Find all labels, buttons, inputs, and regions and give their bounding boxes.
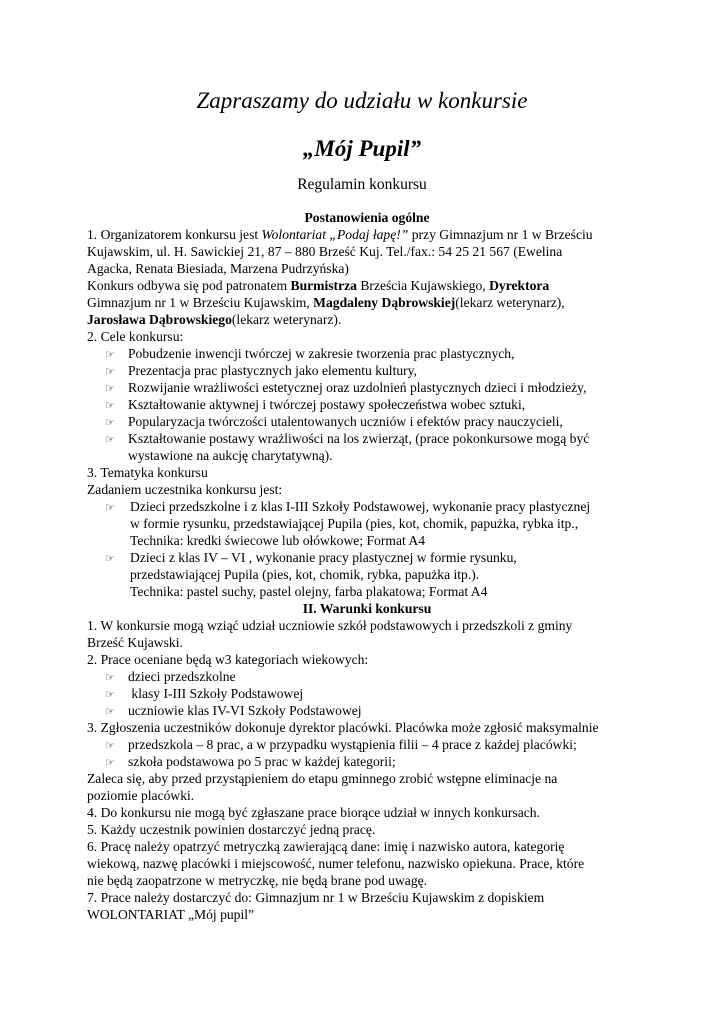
list-item (87, 498, 647, 515)
list-item-text: Rozwijanie wrażliwości estetycznej oraz uzdolnień plastycznych dzieci i młodzieży, (128, 380, 587, 395)
condition-2: 2. Prace oceniane będą w3 kategoriach wiekowych: (87, 652, 369, 667)
pointing-hand-icon: ☞ (105, 671, 115, 684)
list-item (87, 379, 647, 396)
pointing-hand-icon: ☞ (105, 552, 115, 565)
pointing-hand-icon: ☞ (105, 501, 115, 514)
bold-text: Burmistrza (290, 278, 357, 293)
list-item (87, 362, 647, 379)
text: Brześcia Kujawskiego, (356, 278, 490, 293)
list-item (87, 549, 647, 566)
list-item (87, 413, 647, 430)
condition-6-line: wiekową, nazwę placówki i miejscowość, numer telefonu, nazwisko opiekuna. Prace, które (87, 856, 585, 871)
paragraph-organizer-line: Agacka, Renata Biesiada, Marzena Pudrzyńska) (87, 261, 349, 276)
paragraph-organizer (87, 226, 647, 243)
condition-3-note-line: poziomie placówki. (87, 788, 195, 803)
pointing-hand-icon: ☞ (105, 756, 115, 769)
theme-task: Zadaniem uczestnika konkursu jest: (87, 482, 283, 497)
title-regulations: Regulamin konkursu (297, 176, 427, 193)
text: Konkurs odbywa się pod patronatem (87, 278, 291, 293)
condition-4: 4. Do konkursu nie mogą być zgłaszane prace biorące udział w innych konkursach. (87, 805, 540, 820)
paragraph-patronage-line (87, 294, 647, 311)
list-item-text: Kształtowanie aktywnej i twórczej postawy społeczeństwa wobec sztuki, (128, 397, 526, 412)
title-invitation: Zapraszamy do udziału w konkursie (196, 88, 528, 113)
paragraph-organizer-line: Kujawskim, ul. H. Sawickiej 21, 87 – 880 Brześć Kuj. Tel./fax.: 54 25 21 567 (Ewelina (87, 244, 563, 259)
bold-text: Magdaleny Dąbrowskiej (313, 295, 456, 310)
pointing-hand-icon: ☞ (105, 739, 115, 752)
list-item-text: szkoła podstawowa po 5 prac w każdej kategorii; (128, 754, 396, 769)
list-item (87, 396, 647, 413)
condition-6: 6. Pracę należy opatrzyć metryczką zawierającą dane: imię i nazwisko autora, kategorię (87, 839, 565, 854)
text: 1. Organizatorem konkursu jest (87, 227, 262, 242)
pointing-hand-icon: ☞ (105, 688, 115, 701)
list-item (87, 668, 647, 685)
paragraph-patronage (87, 277, 647, 294)
list-item-text: Pobudzenie inwencji twórczej w zakresie tworzenia prac plastycznych, (128, 346, 515, 361)
list-item (87, 345, 647, 362)
list-item-continuation: przedstawiającej Pupila (pies, kot, chomik, rybka, papużka itp.). (130, 567, 480, 582)
list-item (87, 430, 647, 447)
condition-1: 1. W konkursie mogą wziąć udział uczniowie szkół podstawowych i przedszkoli z gminy (87, 618, 573, 633)
list-item (87, 736, 647, 753)
text: (lekarz weterynarz). (231, 312, 342, 327)
list-item-text: klasy I-III Szkoły Podstawowej (128, 686, 304, 701)
pointing-hand-icon: ☞ (105, 705, 115, 718)
paragraph-patronage-line (87, 311, 647, 328)
document-body (87, 209, 647, 923)
pointing-hand-icon: ☞ (105, 382, 115, 395)
condition-1-line: Brześć Kujawski. (87, 635, 183, 650)
list-item-continuation: Technika: kredki świecowe lub ołówkowe; Format A4 (130, 533, 426, 548)
pointing-hand-icon: ☞ (105, 399, 115, 412)
theme-heading: 3. Tematyka konkursu (87, 465, 208, 480)
condition-7: 7. Prace należy dostarczyć do: Gimnazjum nr 1 w Brześciu Kujawskim z dopiskiem (87, 890, 545, 905)
pointing-hand-icon: ☞ (105, 416, 115, 429)
condition-3: 3. Zgłoszenia uczestników dokonuje dyrektor placówki. Placówka może zgłosić maksymalnie (87, 720, 599, 735)
list-item-text: uczniowie klas IV-VI Szkoły Podstawowej (128, 703, 362, 718)
list-item (87, 685, 647, 702)
list-item-text: przedszkola – 8 prac, a w przypadku wystąpienia filii – 4 prace z każdej placówki; (128, 737, 577, 752)
list-item-text: Kształtowanie postawy wrażliwości na los zwierząt, (prace pokonkursowe mogą być (128, 431, 590, 446)
list-item-continuation: wystawione na aukcję charytatywną). (128, 448, 333, 463)
text: przy Gimnazjum nr 1 w Brześciu (408, 227, 593, 242)
organizer-name: Wolontariat „Podaj łapę!” (261, 227, 409, 242)
list-item-continuation: w formie rysunku, przedstawiającej Pupila (pies, kot, chomik, papużka, rybka itp., (130, 516, 579, 531)
list-item-text: Popularyzacja twórczości utalentowanych uczniów i efektów pracy nauczycieli, (128, 414, 563, 429)
list-item (87, 702, 647, 719)
section-heading-conditions: II. Warunki konkursu (302, 601, 432, 616)
list-item-text: Dzieci przedszkolne i z klas I-III Szkoły Podstawowej, wykonanie pracy plastycznej (130, 499, 591, 514)
text: (lekarz weterynarz), (455, 295, 565, 310)
list-item-text: Prezentacja prac plastycznych jako elementu kultury, (128, 363, 417, 378)
section-heading-general: Postanowienia ogólne (304, 210, 430, 225)
condition-3-note: Zaleca się, aby przed przystąpieniem do etapu gminnego zrobić wstępne eliminacje na (87, 771, 558, 786)
bold-text: Jarosława Dąbrowskiego (87, 312, 232, 327)
list-item-text: Dzieci z klas IV – VI , wykonanie pracy plastycznej w formie rysunku, (130, 550, 517, 565)
text: Gimnazjum nr 1 w Brześciu Kujawskim, (87, 295, 314, 310)
pointing-hand-icon: ☞ (105, 348, 115, 361)
pointing-hand-icon: ☞ (105, 365, 115, 378)
condition-5: 5. Każdy uczestnik powinien dostarczyć jedną pracę. (87, 822, 376, 837)
list-item-text: dzieci przedszkolne (128, 669, 236, 684)
bold-text: Dyrektora (489, 278, 550, 293)
list-item (87, 753, 647, 770)
condition-6-line: nie będą zaopatrzone w metryczkę, nie będą brane pod uwagę. (87, 873, 428, 888)
goals-heading: 2. Cele konkursu: (87, 329, 184, 344)
title-contest-name: „Mój Pupil” (302, 136, 422, 161)
list-item-continuation: Technika: pastel suchy, pastel olejny, farba plakatowa; Format A4 (130, 584, 488, 599)
condition-7-line: WOLONTARIAT „Mój pupil” (87, 907, 255, 922)
pointing-hand-icon: ☞ (105, 433, 115, 446)
